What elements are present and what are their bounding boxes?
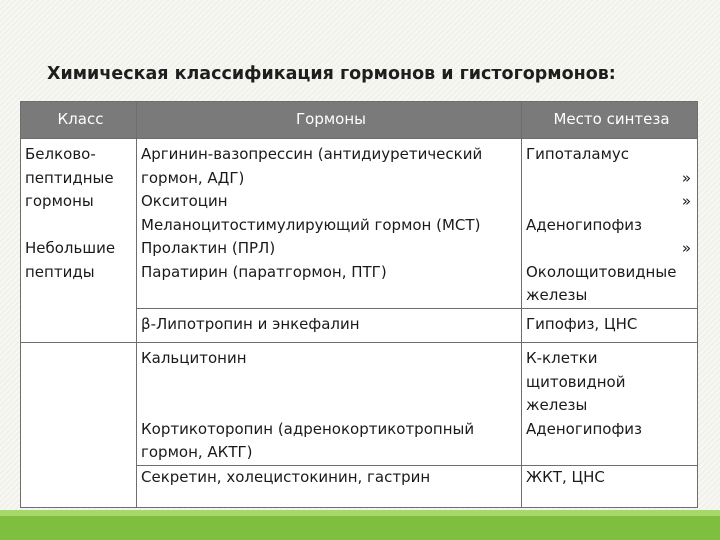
site-line: Гипоталамус <box>526 145 630 163</box>
class-line: Белково- <box>25 145 96 163</box>
slide-title: Химическая классификация гормонов и гистогормонов: <box>47 64 616 84</box>
hormones-cell <box>137 308 522 343</box>
footer-band <box>0 510 720 540</box>
site-cell <box>522 139 698 309</box>
site-line: » <box>681 192 691 210</box>
class-line: гормоны <box>25 192 94 210</box>
hormone-line: Секретин, холецистокинин, гастрин <box>141 467 431 486</box>
site-line: ЖКТ, ЦНС <box>526 467 605 486</box>
table-row <box>21 343 698 466</box>
hormone-line <box>141 394 521 418</box>
table-row <box>21 139 698 309</box>
hormones-cell <box>137 139 522 309</box>
site-line: железы <box>526 396 588 414</box>
class-line <box>25 214 136 238</box>
header-hormones: Гормоны <box>137 102 522 139</box>
hormone-line: Окситоцин <box>141 192 228 210</box>
header-site: Место синтеза <box>522 102 698 139</box>
site-line: » <box>681 239 691 257</box>
site-line: железы <box>526 286 588 304</box>
hormone-line: Меланоцитостимулирующий гормон (МСТ) <box>141 215 481 234</box>
hormones-cell <box>137 465 522 508</box>
hormone-line: Аргинин-вазопрессин (антидиуретический <box>141 145 483 163</box>
class-cell-empty <box>21 343 137 508</box>
site-cell <box>522 343 698 466</box>
site-line: » <box>681 168 691 187</box>
hormone-line: Паратирин (паратгормон, ПТГ) <box>141 262 387 281</box>
site-line: Аденогипофиз <box>526 215 643 234</box>
header-row <box>21 102 698 139</box>
site-line: Околощитовидные <box>526 262 677 281</box>
class-line: пептидные <box>25 168 114 187</box>
class-cell <box>21 139 137 343</box>
hormone-line: β-Липотропин и энкефалин <box>141 314 360 333</box>
site-cell <box>522 465 698 508</box>
hormone-line: Пролактин (ПРЛ) <box>141 239 276 257</box>
hormones-cell <box>137 343 522 466</box>
hormone-line: гормон, АДГ) <box>141 168 245 187</box>
hormone-line <box>141 371 521 395</box>
class-line: Небольшие <box>25 239 116 257</box>
site-line: щитовидной <box>526 372 626 391</box>
class-line: пептиды <box>25 262 95 281</box>
site-line: К-клетки <box>526 349 598 367</box>
hormone-table <box>20 101 698 508</box>
site-cell <box>522 308 698 343</box>
hormone-line: Кальцитонин <box>141 349 247 367</box>
site-line: Аденогипофиз <box>526 419 643 438</box>
header-class: Класс <box>21 102 137 139</box>
hormone-line: Кортикоторопин (адренокортикотропный <box>141 419 475 438</box>
site-line: Гипофиз, ЦНС <box>526 314 638 333</box>
hormone-line: гормон, АКТГ) <box>141 443 253 461</box>
